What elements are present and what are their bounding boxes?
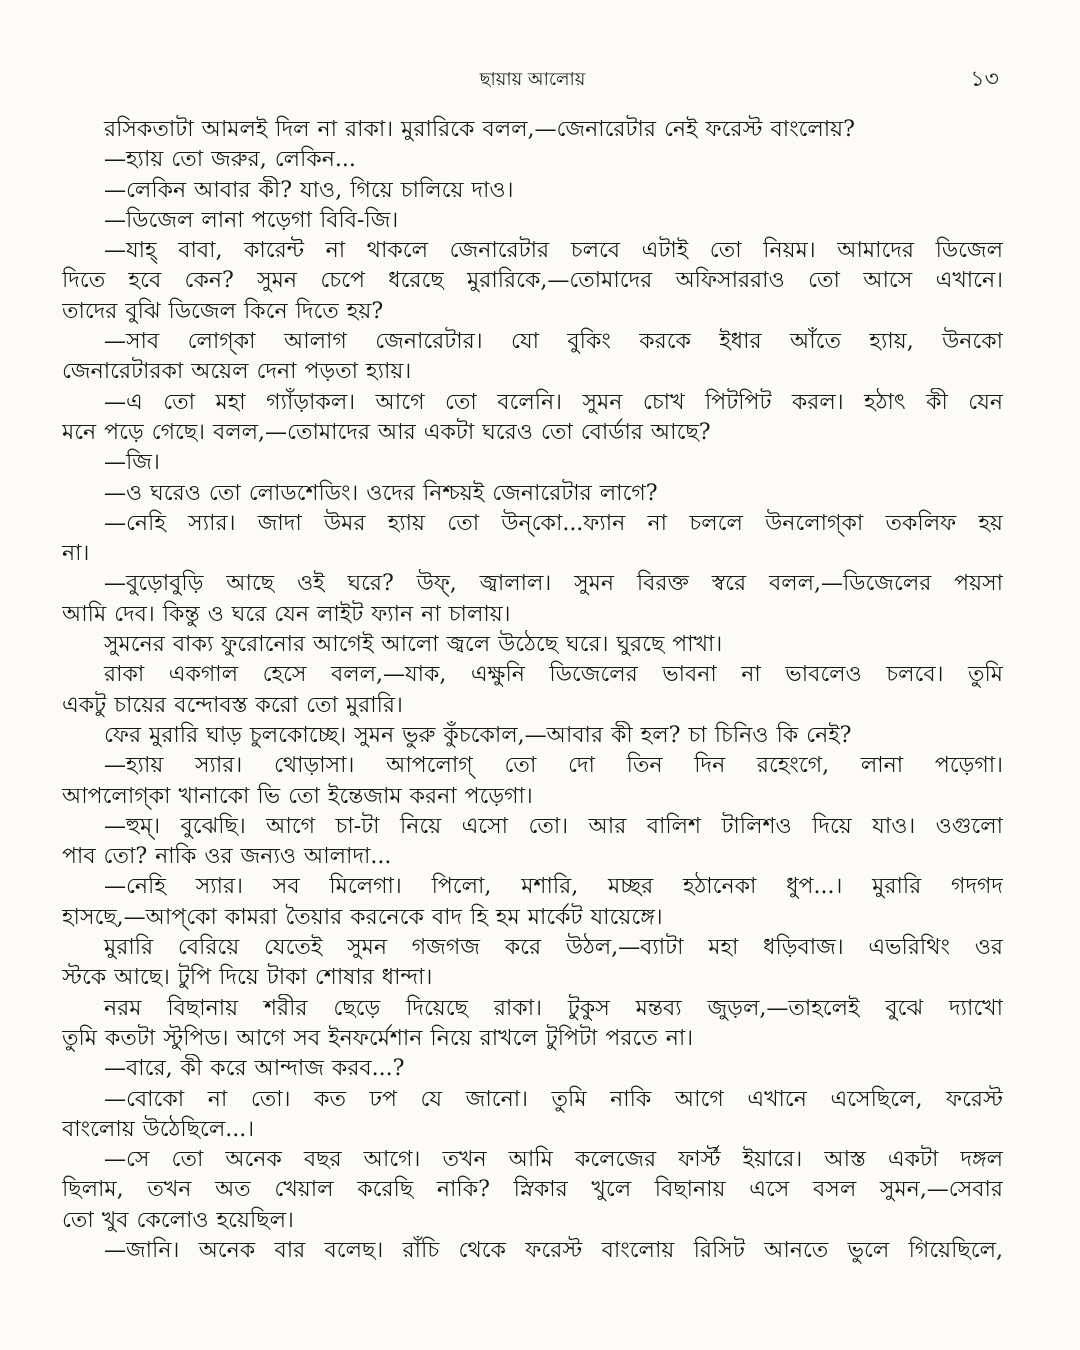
text-line: —বারে, কী করে আন্দাজ করব...?	[104, 1056, 405, 1082]
paragraph	[62, 206, 1003, 236]
text-line: ফের মুরারি ঘাড় চুলকোচ্ছে। সুমন ভুরু কুঁচকোল,—আবার কী হল? চা চিনিও কি নেই?	[104, 722, 852, 748]
text-line: —এ তো মহা গ্যাঁড়াকল। আগে তো বলেনি। সুমন চোখ পিটপিট করল। হঠাৎ কী যেন	[104, 389, 1003, 415]
paragraph	[62, 509, 1003, 570]
text-line: ছিলাম, তখন অত খেয়াল করেছি নাকি? স্নিকার খুলে বিছানায় এসে বসল সুমন,—সেবার	[62, 1177, 1003, 1203]
text-line: রসিকতাটা আমলই দিল না রাকা। মুরারিকে বলল,—জেনারেটার নেই ফরেস্ট বাংলোয়?	[104, 117, 855, 142]
text-line: —বোকো না তো। কত ঢপ যে জানো। তুমি নাকি আগে এখানে এসেছিলে, ফরেস্ট	[104, 1086, 1003, 1112]
running-title: ছায়ায় আলোয়	[479, 69, 586, 90]
paragraph	[62, 933, 1003, 994]
text-line: —সে তো অনেক বছর আগে। তখন আমি কলেজের ফার্স্ট ইয়ারে। আস্ত একটা দঙ্গল	[104, 1147, 1003, 1173]
text-line: আমি দেব। কিন্তু ও ঘরে যেন লাইট ফ্যান না চালায়।	[62, 601, 511, 627]
text-line: নরম বিছানায় শরীর ছেড়ে দিয়েছে রাকা। টুকুস মন্তব্য জুড়ল,—তাহলেই বুঝে দ্যাখো	[104, 995, 1003, 1021]
text-line: না।	[62, 541, 90, 567]
running-head	[62, 64, 1003, 96]
text-line: —নেহি স্যার। সব মিলেগা। পিলো, মশারি, মচ্ছর হঠানেকা ধুপ...। মুরারি গদগদ	[104, 874, 1003, 900]
text-line: —ও ঘরেও তো লোডশেডিং। ওদের নিশ্চয়ই জেনারেটার লাগে?	[104, 480, 658, 506]
paragraph	[62, 751, 1003, 812]
text-line: —যাহ্ বাবা, কারেন্ট না থাকলে জেনারেটার চলবে এটাই তো নিয়ম। আমাদের ডিজেল	[104, 238, 1003, 264]
text-line: মনে পড়ে গেছে। বলল,—তোমাদের আর একটা ঘরেও তো বোর্ডার আছে?	[62, 419, 711, 445]
text-line: মুরারি বেরিয়ে যেতেই সুমন গজগজ করে উঠল,—ব্যাটা মহা ধড়িবাজ। এভরিথিং ওর	[104, 935, 1003, 961]
page-number: ১৩	[970, 67, 999, 92]
paragraph	[62, 872, 1003, 933]
text-line: বাংলোয় উঠেছিলে...।	[62, 1116, 255, 1142]
paragraph	[62, 812, 1003, 873]
text-line: পাব তো? নাকি ওর জন্যও আলাদা...	[62, 844, 392, 870]
text-line: স্টকে আছে। টুপি দিয়ে টাকা শোষার ধান্দা।	[62, 965, 433, 991]
paragraph	[62, 1085, 1003, 1146]
paragraph	[62, 145, 1003, 175]
text-line: —সাব লোগ্‌কা আলাগ জেনারেটার। যো বুকিং করকে ইধার আঁতে হ্যায়, উনকো	[104, 329, 1003, 355]
text-line: একটু চায়ের বন্দোবস্ত করো তো মুরারি।	[62, 692, 403, 718]
text-line: জেনারেটারকা অয়েল দেনা পড়তা হ্যায়।	[62, 359, 412, 385]
text-line: সুমনের বাক্য ফুরোনোর আগেই আলো জ্বলে উঠেছে ঘরে। ঘুরছে পাখা।	[104, 632, 723, 658]
text-line: তুমি কতটা স্টুপিড। আগে সব ইনফর্মেশান নিয়ে রাখলে টুপিটা পরতে না।	[62, 1025, 694, 1051]
text-line: —হ্যায় স্যার। থোড়াসা। আপলোগ্ তো দো তিন দিন রহেংগে, লানা পড়েগা।	[104, 753, 1003, 779]
paragraph	[62, 448, 1003, 478]
paragraph	[62, 176, 1003, 206]
paragraph	[62, 115, 1003, 145]
paragraph	[62, 660, 1003, 721]
text-line: —হুম্। বুঝেছি। আগে চা-টা নিয়ে এসো তো। আর বালিশ টালিশও দিয়ে যাও। ওগুলো	[104, 813, 1003, 839]
paragraph	[62, 994, 1003, 1055]
paragraph	[62, 721, 1003, 751]
text-line: তাদের বুঝি ডিজেল কিনে দিতে হয়?	[62, 298, 384, 324]
paragraph	[62, 479, 1003, 509]
text-line: —জানি। অনেক বার বলেছ। রাঁচি থেকে ফরেস্ট বাংলোয় রিসিট আনতে ভুলে গিয়েছিলে,	[104, 1237, 1003, 1263]
paragraph	[62, 630, 1003, 660]
body-text	[62, 115, 1003, 1266]
paragraph	[62, 1054, 1003, 1084]
paragraph	[62, 569, 1003, 630]
text-line: —নেহি স্যার। জাদা উমর হ্যায় তো উন্‌কো...ফ্যান না চললে উনলোগ্‌কা তকলিফ হয়	[104, 510, 1003, 536]
text-line: আপলোগ্‌কা খানাকো ভি তো ইন্তেজাম করনা পড়েগা।	[62, 783, 533, 809]
paragraph	[62, 236, 1003, 327]
text-line: —ডিজেল লানা পড়েগা বিবি-জি।	[104, 207, 399, 233]
text-line: —হ্যায় তো জরুর, লেকিন...	[104, 147, 356, 173]
paragraph	[62, 1145, 1003, 1236]
paragraph	[62, 1236, 1003, 1266]
text-line: হাসছে,—আপ্‌কো কামরা তৈয়ার করনেকে বাদ হি হম মার্কেট যায়েঙ্গে।	[62, 904, 663, 930]
text-line: —জি।	[104, 450, 160, 476]
paragraph	[62, 327, 1003, 388]
text-line: —বুড়োবুড়ি আছে ওই ঘরে? উফ্, জ্বালাল। সুমন বিরক্ত স্বরে বলল,—ডিজেলের পয়সা	[104, 571, 1003, 597]
paragraph	[62, 388, 1003, 449]
text-line: দিতে হবে কেন? সুমন চেপে ধরেছে মুরারিকে,—তোমাদের অফিসাররাও তো আসে এখানে।	[62, 268, 1003, 294]
text-line: —লেকিন আবার কী? যাও, গিয়ে চালিয়ে দাও।	[104, 177, 514, 203]
text-line: তো খুব কেলোও হয়েছিল।	[62, 1207, 294, 1233]
text-line: রাকা একগাল হেসে বলল,—যাক, এক্ষুনি ডিজেলের ভাবনা না ভাবলেও চলবে। তুমি	[104, 662, 1003, 688]
